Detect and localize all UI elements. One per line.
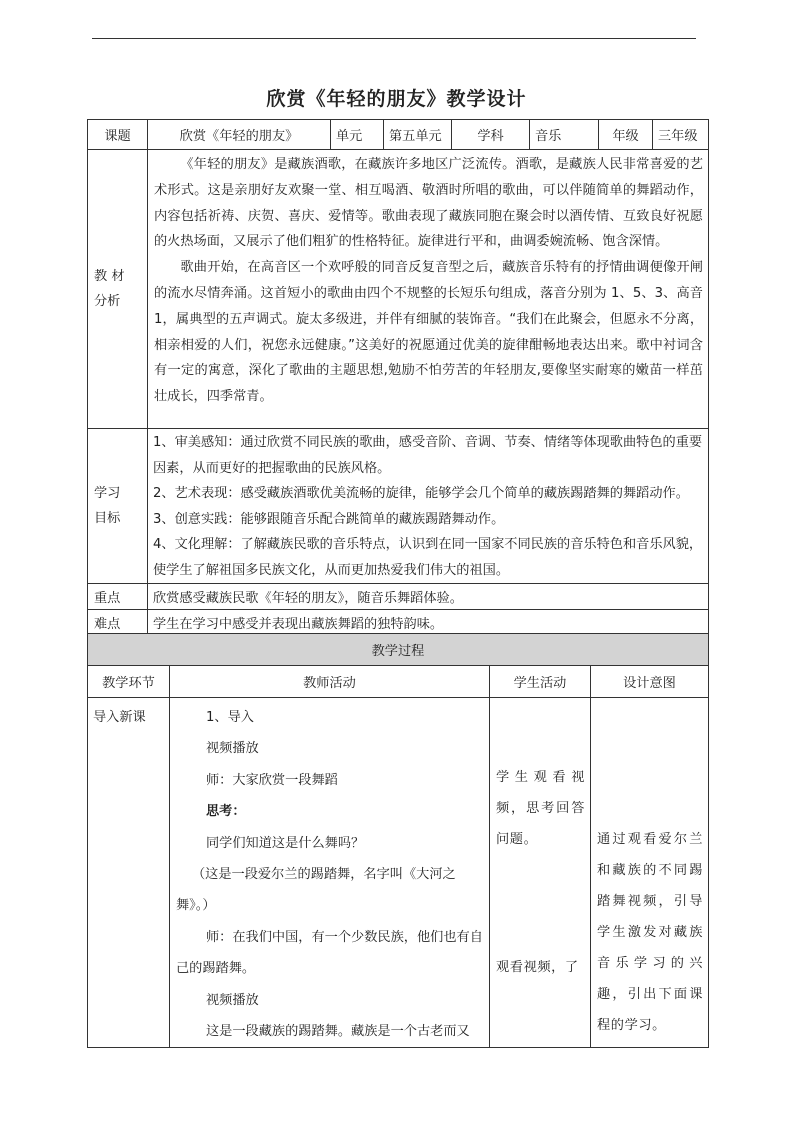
teacher-line: 这是一段藏族的踢踏舞。藏族是一个古老而又: [206, 1024, 470, 1040]
key-point-value: 欣赏感受藏族民歌《年轻的朋友》，随音乐舞蹈体验。: [148, 584, 709, 610]
difficulty-row: [88, 610, 709, 636]
column-header: 教师活动: [170, 666, 490, 698]
column-header: 学生活动: [490, 666, 591, 698]
column-header: 设计意图: [591, 666, 709, 698]
analysis-content: [148, 150, 709, 429]
teacher-step: 1、导入: [206, 710, 254, 725]
analysis-label-line1: 教 材: [94, 269, 125, 284]
goal-item: 4、文化理解：了解藏族民歌的音乐特点，认识到在同一国家不同民族的音乐特色和音乐风貌，使学生了解祖国多民族文化，从而更加热爱我们伟大的祖国。: [153, 537, 703, 578]
teacher-line: 师：大家欣赏一段舞蹈: [206, 772, 338, 788]
key-point-row: [88, 584, 709, 610]
difficulty-label: 难点: [88, 610, 148, 636]
goals-content: [148, 429, 709, 584]
design-intent: [591, 698, 709, 1048]
goal-item: 2、艺术表现：感受藏族酒歌优美流畅的旋律，能够学会几个简单的藏族踢踏舞的舞蹈动作。: [153, 486, 689, 501]
analysis-row: [88, 150, 709, 429]
analysis-paragraph: 歌曲开始，在高音区一个欢呼般的同音反复音型之后，藏族音乐特有的抒情曲调便像开闸的流水尽情奔涌。这首短小的歌曲由四个不规整的长短乐句组成，落音分别为 1、5、3、高音 1，属典型的五声调式。旋太多级进，并伴有细腻的装饰音。“我们在此聚会，但愿永不分离，相亲相爱的人们，祝您永远健康。”这美好的祝愿通过优美的旋律酣畅地表达出来。歌中衬词含有一定的寓意，深化了歌曲的主题思想,勉励不怕劳苦的年轻朋友,要像坚实耐寒的嫩苗一样茁壮成长，四季常青。: [154, 260, 703, 405]
teacher-activity: [170, 698, 490, 1048]
intent-text: 通过观看爱尔兰和藏族的不同踢踏舞视频，引导学生激发对藏族音乐学习的兴趣，引出下面课程的学习。: [597, 832, 703, 1033]
process-header: 教学过程: [88, 634, 709, 666]
header-rule: [92, 38, 696, 39]
teacher-question: 同学们知道这是什么舞吗？: [206, 835, 365, 851]
key-point-label: 重点: [88, 584, 148, 610]
goals-label-line2: 目标: [94, 511, 121, 526]
goals-label: [88, 429, 148, 584]
process-row: [88, 698, 709, 1048]
student-activity: [490, 698, 591, 1048]
column-header: 教学环节: [88, 666, 170, 698]
unit-value: 第五单元: [384, 120, 452, 150]
goals-row: [88, 429, 709, 584]
goals-label-line1: 学习: [94, 486, 121, 501]
process-columns-row: [88, 666, 709, 698]
student-text: 观看视频，了: [496, 960, 579, 975]
info-row: [88, 120, 709, 150]
analysis-label: [88, 150, 148, 429]
analysis-label-line2: 分析: [94, 294, 121, 309]
goal-item: 1、审美感知：通过欣赏不同民族的歌曲，感受音阶、音调、节奏、情绪等体现歌曲特色的重要因素，从而更好的把握歌曲的民族风格。: [153, 435, 703, 476]
goal-item: 3、创意实践：能够跟随音乐配合跳简单的藏族踢踏舞动作。: [153, 511, 505, 527]
grade-value: 三年级: [653, 120, 709, 150]
document-title: 欣赏《年轻的朋友》教学设计: [266, 88, 527, 110]
teacher-answer: （这是一段爱尔兰的踢踏舞，名字叫《大河之舞》。）: [176, 867, 456, 914]
course-label: 课题: [88, 120, 148, 150]
unit-label: 单元: [331, 120, 384, 150]
student-text: 学生观看视频，思考回答问题。: [496, 770, 585, 847]
teacher-line: 师：在我们中国，有一个少数民族，他们也有自己的踢踏舞。: [176, 929, 483, 977]
grade-label: 年级: [599, 120, 653, 150]
teacher-video: 视频播放: [206, 741, 259, 757]
subject-label: 学科: [452, 120, 530, 150]
teacher-video: 视频播放: [206, 992, 259, 1008]
analysis-paragraph: 《年轻的朋友》是藏族酒歌，在藏族许多地区广泛流传。酒歌，是藏族人民非常喜爱的艺术形式。这是亲朋好友欢聚一堂、相互喝酒、敬酒时所唱的歌曲，可以伴随简单的舞蹈动作，内容包括祈祷、庆贺、喜庆、爱情等。歌曲表现了藏族同胞在聚会时以酒传情、互致良好祝愿的火热场面，又展示了他们粗犷的性格特征。旋律进行平和，曲调委婉流畅、饱含深情。: [154, 157, 703, 250]
info-table: [87, 119, 709, 636]
process-header-row: [88, 634, 709, 666]
difficulty-value: 学生在学习中感受并表现出藏族舞蹈的独特韵味。: [148, 610, 709, 636]
course-value: 欣赏《年轻的朋友》: [148, 120, 331, 150]
teacher-think: 思考：: [206, 804, 246, 820]
stage-label: 导入新课: [93, 710, 146, 725]
process-table: [87, 633, 709, 1048]
stage-cell: [88, 698, 170, 1048]
subject-value: 音乐: [530, 120, 599, 150]
